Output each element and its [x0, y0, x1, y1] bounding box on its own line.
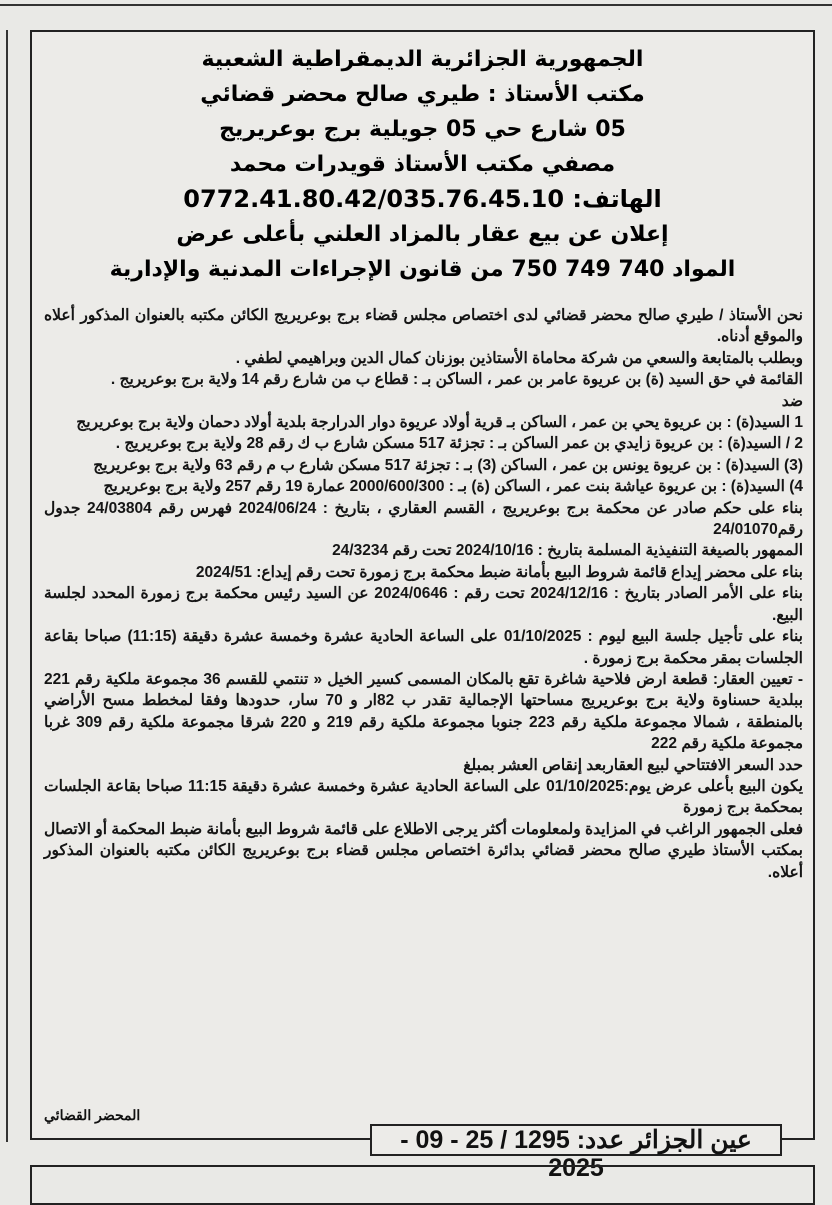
- notice-header: [32, 32, 813, 287]
- signature: المحضر القضائي: [44, 1107, 141, 1123]
- notice-body: [32, 287, 813, 883]
- office-name: مكتب الأستاذ : طيري صالح محضر قضائي: [200, 82, 645, 107]
- paragraph: بناء على محضر إيداع قائمة شروط البيع بأمانة ضبط محكمة برج زمورة تحت رقم إيداع: 2024/51: [195, 563, 803, 581]
- legal-notice: [30, 30, 815, 1140]
- paragraph: وبطلب بالمتابعة والسعي من شركة محاماة الأستاذين بوزنان كمال الدين وبراهيمي لطفي .: [235, 349, 803, 367]
- column-rule-left: [6, 30, 8, 1142]
- column-rule-top: [0, 4, 832, 6]
- next-notice-box: [30, 1165, 815, 1205]
- paragraph: (3) السيد(ة) : بن عريوة يونس بن عمر ، الساكن (3) بـ : تجزئة 517 مسكن شارع ب م رقم 63 ولاية برج بوعريريج: [93, 456, 803, 474]
- paragraph: حدد السعر الافتتاحي لبيع العقاربعد إنقاص العشر بمبلغ: [463, 756, 803, 774]
- liquidator-line: مصفي مكتب الأستاذ قويدرات محمد: [229, 152, 616, 177]
- paragraph: نحن الأستاذ / طيري صالح محضر قضائي لدى اختصاص مجلس قضاء برج بوعريريج الكائن مكتبه بالعنوان المذكور أعلاه والموقع أدناه.: [44, 307, 804, 346]
- paragraph: 1 السيد(ة) : بن عريوة يحي بن عمر ، الساكن بـ قرية أولاد عريوة دوار الدرارجة بلدية أولاد دحمان ولاية برج بوعريريج: [76, 414, 803, 432]
- paragraph: 4) السيد(ة) : بن عريوة عياشة بنت عمر ، الساكن (ة) بـ : 2000/600/300 عمارة 19 رقم 257 ولاية برج بوعريريج: [103, 478, 803, 496]
- paragraph: الممهور بالصيغة التنفيذية المسلمة بتاريخ : 2024/10/16 تحت رقم 24/3234: [332, 542, 803, 560]
- paragraph: ضد: [781, 392, 803, 410]
- paragraph: - تعيين العقار: قطعة ارض فلاحية شاغرة تقع بالمكان المسمى كسير الخيل « تنتمي للقسم 36 مجموعة ملكية رقم 221 ببلدية حسناوة ولاية برج بوعريريج مساحتها الإجمالية تقدر ب 82ار و 70 سار، حدودها وفقا لمخطط مسح الأراضي بالمنطقة ، شمالا مجموعة ملكية رقم 223 جنوبا مجموعة ملكية رقم 219 و 220 شرقا مجموعة ملكية رقم 309 غربا مجموعة ملكية رقم 222: [44, 670, 804, 753]
- notice-title: إعلان عن بيع عقار بالمزاد العلني بأعلى عرض: [176, 222, 669, 247]
- paragraph: فعلى الجمهور الراغب في المزايدة ولمعلومات أكثر يرجى الاطلاع على قائمة شروط البيع بأمانة ضبط المحكمة أو الاتصال بمكتب الأستاذ طيري صالح محضر قضائي بدائرة اختصاص مجلس قضاء برج بوعريريج الكائن مكتبه بالعنوان المذكور أعلاه.: [44, 820, 803, 881]
- legal-articles: المواد 740 749 750 من قانون الإجراءات المدنية والإدارية: [109, 257, 736, 282]
- office-address: 05 شارع حي 05 جويلية برج بوعريريج: [219, 117, 626, 142]
- paragraph: 2 / السيد(ة) : بن عريوة زايدي بن عمر الساكن بـ : تجزئة 517 مسكن شارع ب ك رقم 28 ولاية برج بوعريريج .: [115, 435, 803, 453]
- republic-title: الجمهورية الجزائرية الديمقراطية الشعبية: [201, 47, 644, 72]
- paragraph: القائمة في حق السيد (ة) بن عريوة عامر بن عمر ، الساكن بـ : قطاع ب من شارع رقم 14 ولاية برج بوعريريج .: [110, 371, 803, 389]
- paragraph: بناء على حكم صادر عن محكمة برج بوعريريج ، القسم العقاري ، بتاريخ : 2024/06/24 فهرس رقم 24/03804 جدول رقم24/01070: [44, 499, 803, 539]
- paragraph: يكون البيع بأعلى عرض يوم:01/10/2025 على الساعة الحادية عشرة وخمسة عشرة دقيقة 11:15 صباحا بقاعة الجلسات بمحكمة برج زمورة: [44, 777, 804, 817]
- paragraph: بناء على تأجيل جلسة البيع ليوم : 01/10/2025 على الساعة الحادية عشرة وخمسة عشرة دقيقة (11:15) صباحا بقاعة الجلسات بمقر محكمة برج زمورة .: [44, 628, 803, 667]
- phone-line: الهاتف: 0772.41.80.42/035.76.45.10: [183, 185, 662, 213]
- publication-stamp: عين الجزائر عدد: 1295 / 25 - 09 - 2025: [370, 1124, 782, 1156]
- paragraph: بناء على الأمر الصادر بتاريخ : 2024/12/16 تحت رقم : 2024/0646 عن السيد رئيس محكمة برج زمورة المحدد لجلسة البيع.: [44, 585, 803, 624]
